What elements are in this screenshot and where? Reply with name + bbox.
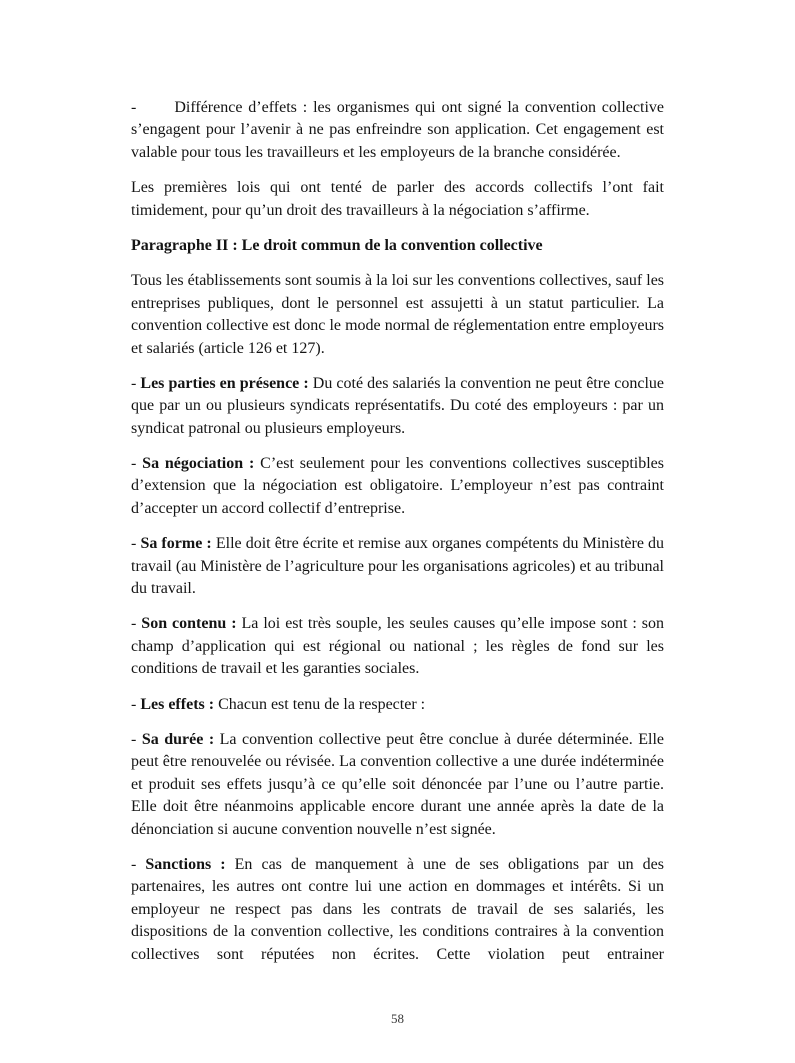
- section-heading: Paragraphe II : Le droit commun de la convention collective: [131, 236, 543, 254]
- paragraph: Tous les établissements sont soumis à la loi sur les conventions collectives, sauf les entreprises publiques, dont le personnel est assujetti à un statut particulier. La convention collective est donc le mode normal de réglementation entre employeurs et salariés (article 126 et 127).: [131, 272, 665, 357]
- run-in-label: Les parties en présence :: [140, 374, 309, 392]
- list-dash: -: [131, 730, 137, 748]
- list-dash: -: [131, 99, 137, 116]
- paragraph: Les premières lois qui ont tenté de parler des accords collectifs l’ont fait timidement, pour qu’un droit des travailleurs à la négociation s’affirme.: [131, 179, 664, 219]
- document-body: [131, 97, 664, 979]
- run-in-label: Sa négociation :: [142, 455, 255, 473]
- list-dash: -: [131, 374, 137, 392]
- list-dash: -: [131, 615, 137, 633]
- paragraph: - Sa négociation : C’est seulement pour les conventions collectives susceptibles d’extension que la négociation est obligatoire. L’employeur n’est pas contraint d’accepter un accord collectif d’entreprise.: [131, 455, 665, 517]
- paragraph: - Différence d’effets : les organismes qui ont signé la convention collective s’engagent pour l’avenir à ne pas enfreindre son application. Cet engagement est valable pour tous les travailleurs et les employeurs de la branche considérée.: [131, 99, 664, 161]
- list-dash: -: [131, 855, 137, 873]
- run-in-label: Son contenu :: [141, 615, 237, 633]
- paragraph: - Les parties en présence : Du coté des salariés la convention ne peut être conclue que par un ou plusieurs syndicats représentatifs. Du coté des employeurs : par un syndicat patronal ou plusieurs employeurs.: [131, 374, 664, 437]
- run-in-label: Les effets :: [140, 695, 215, 713]
- list-dash: -: [131, 455, 137, 473]
- page-number: 58: [391, 1011, 404, 1026]
- paragraph: - Sanctions : En cas de manquement à une de ses obligations par un des partenaires, les autres ont contre lui une action en dommages et intérêts. Si un employeur ne respect pas dans les contrats de travail de ses salariés, les dispositions de la convention collective, les conditions contraires à la convention collectives sont réputées non écrites. Cette violation peut entrainer: [131, 855, 664, 963]
- list-dash: -: [131, 695, 137, 713]
- paragraph: - Les effets : Chacun est tenu de la respecter :: [131, 695, 426, 713]
- run-in-label: Sa durée :: [141, 730, 215, 748]
- paragraph: - Son contenu : La loi est très souple, les seules causes qu’elle impose sont : son champ d’application qui est régional ou national ; les règles de fond sur les conditions de travail et les garanties sociales.: [131, 615, 665, 678]
- run-in-label: Sa forme :: [140, 535, 212, 553]
- list-dash: -: [131, 535, 137, 553]
- run-in-label: Sanctions :: [145, 855, 226, 873]
- paragraph: - Sa forme : Elle doit être écrite et remise aux organes compétents du Ministère du travail (au Ministère de l’agriculture pour les organisations agricoles) et au tribunal du travail.: [131, 535, 665, 598]
- paragraph: - Sa durée : La convention collective peut être conclue à durée déterminée. Elle peut être renouvelée ou révisée. La convention collective a une durée indéterminée et produit ses effets jusqu’à ce qu’elle soit dénoncée par l’une ou l’autre partie. Elle doit être néanmoins applicable encore durant une année après la date de la dénonciation si aucune convention nouvelle n’est signée.: [131, 730, 665, 838]
- run-in-label: Différence d’effets :: [174, 99, 308, 116]
